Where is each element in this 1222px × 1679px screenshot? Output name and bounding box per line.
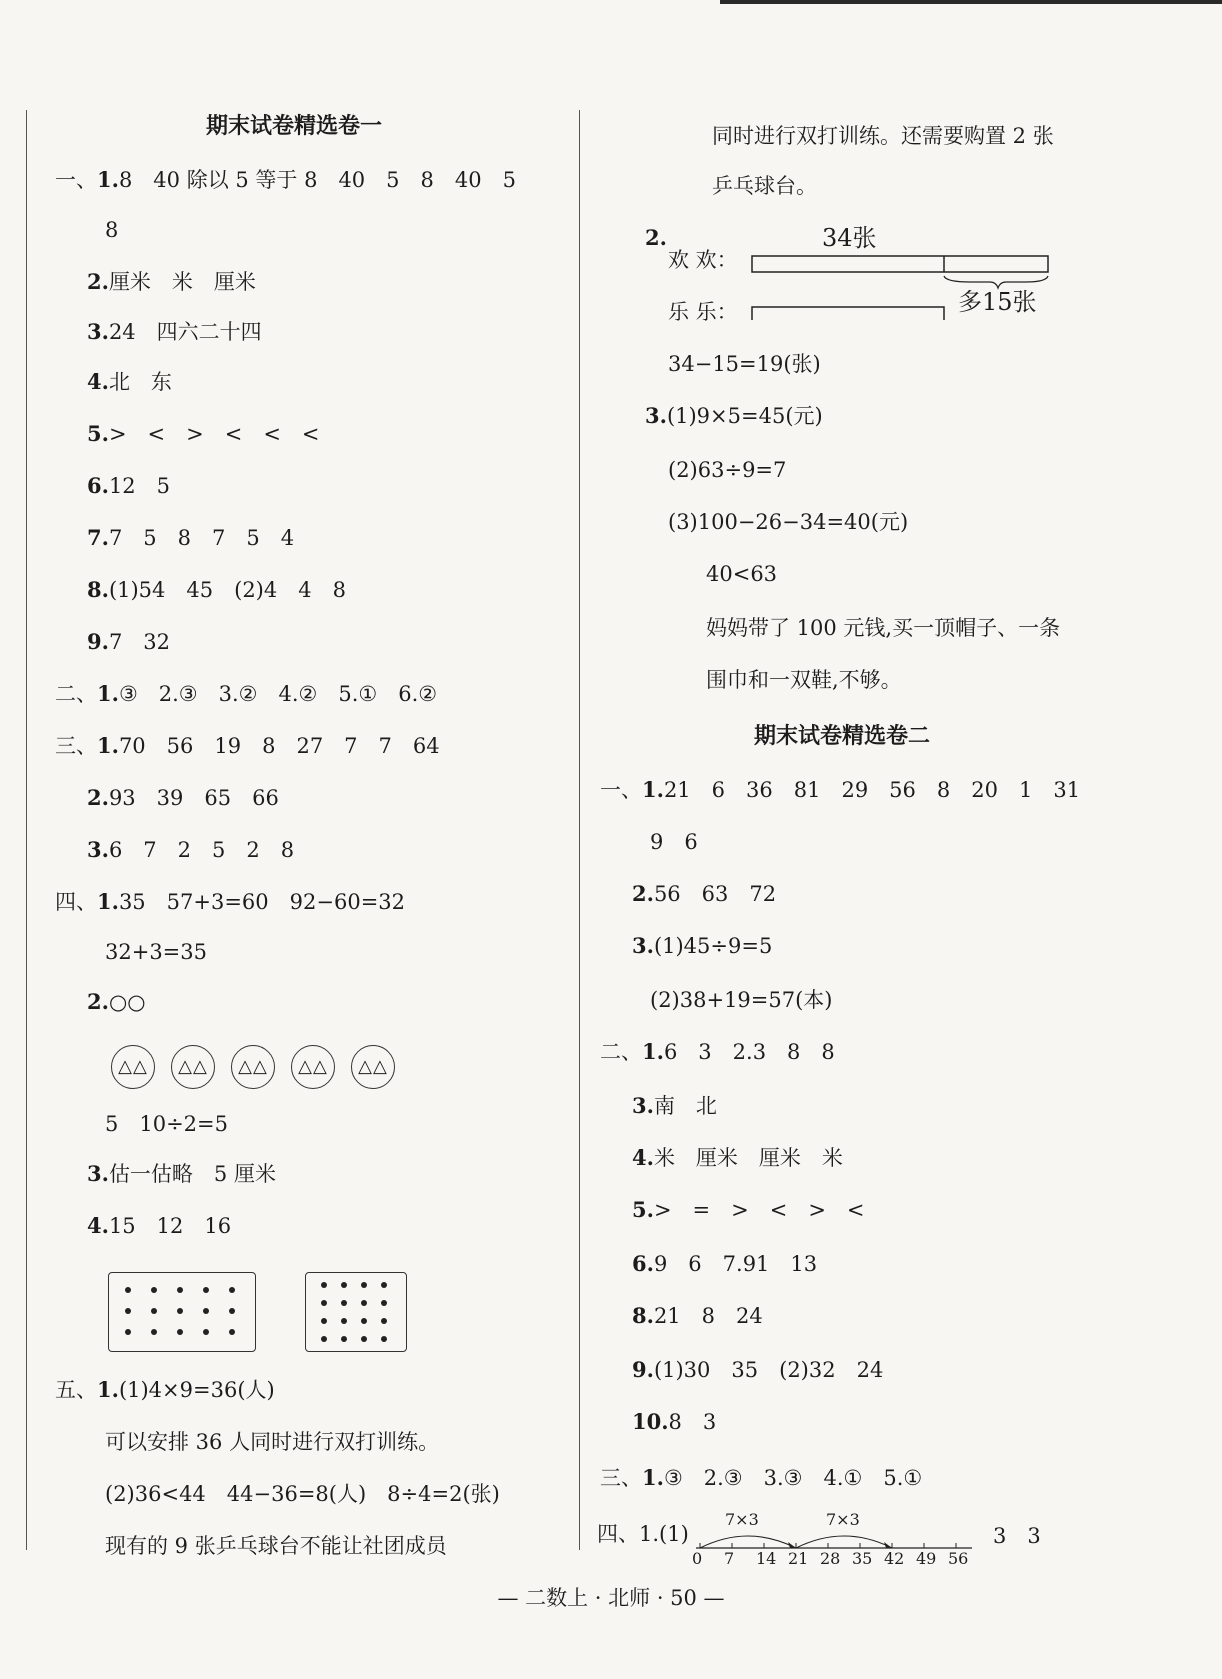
question-number: 1. xyxy=(642,1465,664,1490)
answer-line xyxy=(105,1110,228,1138)
answer-line xyxy=(632,880,776,908)
answer-line xyxy=(105,216,118,244)
answer-text: 40<63 xyxy=(706,562,778,586)
question-number: 1. xyxy=(642,777,664,802)
answer-line xyxy=(650,986,833,1014)
answer-text: 8 3 xyxy=(668,1410,717,1434)
numline-tick-label: 0 xyxy=(692,1549,703,1568)
answer-text: (3)100−26−34=40(元) xyxy=(668,510,909,534)
answer-text: 21 6 36 81 29 56 8 20 1 31 xyxy=(663,778,1081,802)
diagram-top-label: 34张 xyxy=(822,224,877,252)
question-number: 3. xyxy=(645,403,667,428)
answer-line xyxy=(55,680,437,708)
numline-tick-label: 7 xyxy=(724,1549,735,1568)
answer-line xyxy=(87,420,320,448)
answer-text: 12 5 xyxy=(108,474,171,498)
left-margin-line xyxy=(26,110,27,1550)
page-footer: — 二数上 · 北师 · 50 — xyxy=(497,1586,725,1610)
numline-jump-label: 7×3 xyxy=(725,1510,759,1529)
answer-text: 56 63 72 xyxy=(653,882,777,906)
answer-line xyxy=(632,1250,817,1278)
numline-tick-label: 42 xyxy=(884,1549,905,1568)
answer-line xyxy=(632,1092,717,1120)
question-number: 6. xyxy=(87,473,109,498)
answer-text: 70 56 19 8 27 7 7 64 xyxy=(118,734,440,758)
answer-text: 妈妈带了 100 元钱,买一顶帽子、一条 xyxy=(706,616,1061,640)
circle-figure: △△ xyxy=(231,1045,275,1089)
question-number: 3. xyxy=(632,933,654,958)
question-number: 10. xyxy=(632,1409,669,1434)
answer-line xyxy=(55,732,440,760)
answer-line xyxy=(668,350,821,378)
question-number: 4. xyxy=(87,369,109,394)
question-number: 2. xyxy=(632,881,654,906)
answer-line xyxy=(105,1532,447,1560)
circle-figure: △△ xyxy=(111,1045,155,1089)
answer-text: 米 厘米 厘米 米 xyxy=(653,1146,843,1170)
answer-text: 34−15=19(张) xyxy=(668,352,821,376)
answer-text: 24 四六二十四 xyxy=(108,320,262,344)
section-number: 三、 xyxy=(600,1466,642,1490)
question-number: 2. xyxy=(87,989,109,1014)
answer-line xyxy=(55,166,516,194)
answer-text: 厘米 米 厘米 xyxy=(108,270,256,294)
dot-grid xyxy=(306,1273,405,1350)
answer-line xyxy=(55,1376,275,1404)
answer-text: 6 7 2 5 2 8 xyxy=(108,838,295,862)
question-number: 8. xyxy=(87,577,109,602)
numline-tick-label: 49 xyxy=(916,1549,937,1568)
question-number: 2. xyxy=(87,269,109,294)
answer-line xyxy=(87,1160,276,1188)
question-number: 1. xyxy=(97,167,119,192)
answer-text: 9 6 xyxy=(650,830,698,854)
section-number: 二、 xyxy=(55,682,97,706)
answer-line xyxy=(87,368,172,396)
answer-text: ○○ xyxy=(108,990,146,1014)
answer-line xyxy=(632,1408,716,1436)
numline-tick-label: 28 xyxy=(820,1549,841,1568)
section-title: 期末试卷精选卷一 xyxy=(206,113,383,139)
answer-text: 8 40 除以 5 等于 8 40 5 8 40 5 xyxy=(118,168,516,192)
question-number: 1. xyxy=(642,1039,664,1064)
answer-text: > < > < < < xyxy=(108,422,320,446)
answer-line xyxy=(632,1302,763,1330)
answer-text: 南 北 xyxy=(653,1094,717,1118)
diagram-bottom-label: 多15张 xyxy=(958,288,1037,316)
answer-line xyxy=(600,1038,835,1066)
answer-text: 15 12 16 xyxy=(108,1214,232,1238)
segment-bars xyxy=(740,240,1060,320)
answer-line xyxy=(645,402,823,430)
answer-text: 可以安排 36 人同时进行双打训练。 xyxy=(105,1430,440,1454)
answer-text: 估一估略 5 厘米 xyxy=(108,1162,276,1186)
question-number: 2. xyxy=(87,785,109,810)
question-number: 3. xyxy=(87,319,109,344)
numline-tick-label: 56 xyxy=(948,1549,969,1568)
answer-line xyxy=(87,576,346,604)
question-number: 8. xyxy=(632,1303,654,1328)
circle-figure: △△ xyxy=(351,1045,395,1089)
diagram-question-number: 2. xyxy=(645,225,667,250)
answer-line xyxy=(105,1428,439,1456)
answer-text: 8 xyxy=(105,218,119,242)
question-number: 3. xyxy=(87,1161,109,1186)
question-number: 9. xyxy=(87,629,109,654)
answer-text: 21 8 24 xyxy=(653,1304,763,1328)
section-title: 期末试卷精选卷二 xyxy=(754,723,931,749)
answer-line xyxy=(706,614,1060,642)
scan-edge xyxy=(720,0,1222,4)
section-number: 二、 xyxy=(600,1040,642,1064)
answer-line xyxy=(55,888,405,916)
answer-line xyxy=(632,1356,883,1384)
answer-text: 5 10÷2=5 xyxy=(105,1112,228,1136)
answer-line xyxy=(600,776,1080,804)
answer-text: (2)63÷9=7 xyxy=(668,458,787,482)
answer-line: 乒乓球台。 xyxy=(712,174,817,198)
question-number: 5. xyxy=(87,421,109,446)
answer-line: 同时进行双打训练。还需要购置 2 张 xyxy=(712,124,1054,148)
question-number: 4. xyxy=(632,1145,654,1170)
section-number: 五、 xyxy=(55,1378,97,1402)
answer-line xyxy=(650,828,698,856)
question-number: 4. xyxy=(87,1213,109,1238)
circle-figure: △△ xyxy=(291,1045,335,1089)
diagram-row1-label: 欢 欢： xyxy=(668,248,738,272)
answer-text: ③ 2.③ 3.② 4.② 5.① 6.② xyxy=(118,682,438,706)
answer-line xyxy=(706,666,902,694)
answer-line xyxy=(632,1196,865,1224)
answer-text: > = > < > < xyxy=(653,1198,865,1222)
question-number: 3. xyxy=(87,837,109,862)
answer-line xyxy=(600,1464,922,1492)
answer-line xyxy=(105,1480,500,1508)
answer-text: 9 6 7.91 13 xyxy=(653,1252,818,1276)
answer-text: (1)54 45 (2)4 4 8 xyxy=(108,578,346,602)
answer-text: 7 5 8 7 5 4 xyxy=(108,526,295,550)
answer-line xyxy=(87,472,170,500)
numline-tick-label: 35 xyxy=(852,1549,873,1568)
answer-text: 现有的 9 张乒乓球台不能让社团成员 xyxy=(105,1534,447,1558)
question-number: 1. xyxy=(97,681,119,706)
section-number: 一、 xyxy=(55,168,97,192)
section-number: 四、 xyxy=(55,890,97,914)
answer-text: ③ 2.③ 3.③ 4.① 5.① xyxy=(663,1466,923,1490)
answer-text: 6 3 2.3 8 8 xyxy=(663,1040,835,1064)
answer-text: 35 57+3=60 92−60=32 xyxy=(118,890,406,914)
answer-line xyxy=(87,1212,231,1240)
question-number: 7. xyxy=(87,525,109,550)
answer-line xyxy=(87,524,294,552)
answer-line xyxy=(87,628,170,656)
answer-line xyxy=(668,508,908,536)
answer-text: (1)30 35 (2)32 24 xyxy=(653,1358,884,1382)
numline-answer: 3 3 xyxy=(993,1524,1041,1548)
answer-text: 93 39 65 66 xyxy=(108,786,279,810)
question-number: 5. xyxy=(632,1197,654,1222)
column-divider xyxy=(579,110,580,1550)
question-number: 3. xyxy=(632,1093,654,1118)
answer-line xyxy=(87,988,146,1016)
answer-line xyxy=(87,784,279,812)
answer-line xyxy=(105,938,207,966)
answer-text: (2)38+19=57(本) xyxy=(650,988,833,1012)
answer-line xyxy=(668,456,786,484)
answer-line xyxy=(87,318,262,346)
answer-text: (1)45÷9=5 xyxy=(653,934,773,958)
circle-figure: △△ xyxy=(171,1045,215,1089)
dot-array-4x4 xyxy=(305,1272,407,1352)
numline-prefix: 四、1.(1) xyxy=(597,1522,689,1546)
diagram-row2-label: 乐 乐： xyxy=(668,300,738,324)
question-number: 1. xyxy=(97,1377,119,1402)
question-number: 9. xyxy=(632,1357,654,1382)
answer-text: 围巾和一双鞋,不够。 xyxy=(706,668,902,692)
answer-line xyxy=(87,836,294,864)
question-number: 1. xyxy=(97,889,119,914)
answer-text: (1)4×9=36(人) xyxy=(118,1378,275,1402)
numline-tick-label: 21 xyxy=(788,1549,809,1568)
numline-jump-label: 7×3 xyxy=(826,1510,860,1529)
question-number: 6. xyxy=(632,1251,654,1276)
answer-text: (2)36<44 44−36=8(人) 8÷4=2(张) xyxy=(105,1482,500,1506)
answer-text: (1)9×5=45(元) xyxy=(666,404,823,428)
question-number: 1. xyxy=(97,733,119,758)
answer-text: 32+3=35 xyxy=(105,940,207,964)
dot-array-5x3 xyxy=(108,1272,256,1352)
dot-grid xyxy=(109,1273,254,1350)
section-number: 一、 xyxy=(600,778,642,802)
answer-line xyxy=(706,560,777,588)
answer-text: 北 东 xyxy=(108,370,172,394)
answer-line xyxy=(632,1144,843,1172)
answer-line xyxy=(632,932,772,960)
answer-text: 7 32 xyxy=(108,630,171,654)
answer-line xyxy=(87,268,256,296)
section-number: 三、 xyxy=(55,734,97,758)
numline-tick-label: 14 xyxy=(756,1549,777,1568)
